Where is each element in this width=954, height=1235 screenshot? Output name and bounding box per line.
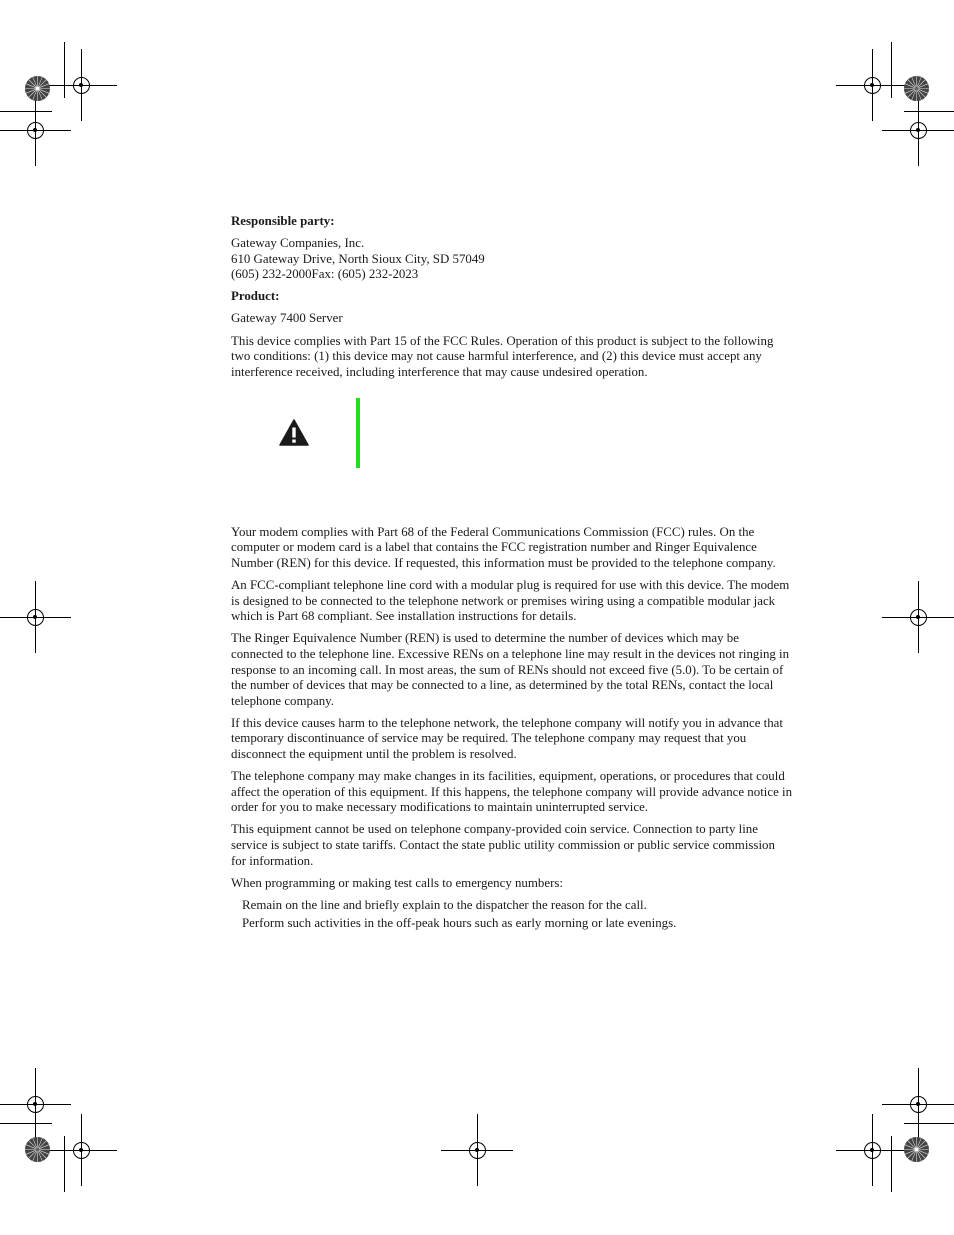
sunburst-mark-icon	[24, 75, 51, 102]
crop-mark	[64, 42, 65, 98]
crop-mark	[0, 1123, 52, 1124]
address-line: Gateway Companies, Inc.	[231, 236, 365, 251]
sunburst-mark-icon	[903, 1136, 930, 1163]
sunburst-mark-icon	[903, 75, 930, 102]
crop-mark	[904, 111, 954, 112]
warning-triangle-icon	[279, 419, 309, 446]
responsible-party-label: Responsible party:	[231, 214, 335, 228]
crop-mark	[904, 1123, 954, 1124]
address-line: 610 Gateway Drive, North Sioux City, SD 57049	[231, 251, 485, 266]
list-item: Remain on the line and briefly explain to the dispatcher the reason for the call.	[242, 897, 647, 912]
fcc-part15-paragraph: This device complies with Part 15 of the FCC Rules. Operation of this product is subject to the following two conditions: (1) this device may not cause harmful interference, and (2) this device must accept any interference received, including interference that may cause undesired operation.	[231, 333, 774, 379]
body-paragraph: The telephone company may make changes in its facilities, equipment, operations, or procedures that could affect the operation of this equipment. If this happens, the telephone company will provide advance notice in order for you to make necessary modifications to maintain uninterrupted service.	[231, 769, 793, 815]
company-address	[231, 236, 793, 283]
crop-mark	[891, 42, 892, 98]
crop-mark	[891, 1136, 892, 1192]
address-line: (605) 232-2000Fax: (605) 232-2023	[231, 267, 419, 282]
product-label: Product:	[231, 289, 280, 304]
body-paragraph: This equipment cannot be used on telephone company-provided coin service. Connection to party line service is subject to state tariffs. Contact the state public utility commission or public service commission for information.	[231, 822, 775, 868]
warning-change-bar	[356, 398, 360, 468]
body-paragraph: When programming or making test calls to emergency numbers:	[231, 875, 563, 890]
body-paragraph: An FCC-compliant telephone line cord with a modular plug is required for use with this device. The modem is designed to be connected to the telephone network or premises wiring using a compatible modular jack which is Part 68 compliant. See installation instructions for details.	[231, 578, 790, 624]
crop-mark	[64, 1136, 65, 1192]
body-paragraph: If this device causes harm to the telephone network, the telephone company will notify you in advance that temporary discontinuance of service may be required. The telephone company may request that you disconnect the equipment until the problem is resolved.	[231, 715, 783, 762]
body-paragraph: Your modem complies with Part 68 of the Federal Communications Commission (FCC) rules. On the computer or modem card is a label that contains the FCC registration number and Ringer Equivalence Number (REN) for this device. If requested, this information must be provided to the telephone company.	[231, 524, 776, 571]
warning-block	[231, 387, 793, 525]
sunburst-mark-icon	[24, 1136, 51, 1163]
list-item: Perform such activities in the off-peak hours such as early morning or late evenings.	[242, 915, 677, 930]
emergency-call-list	[231, 898, 793, 932]
document-body	[231, 214, 793, 934]
product-name: Gateway 7400 Server	[231, 311, 343, 326]
crop-mark	[0, 111, 52, 112]
body-paragraph: The Ringer Equivalence Number (REN) is used to determine the number of devices which may be connected to the telephone line. Excessive RENs on a telephone line may result in the devices not ringing in response to an incoming call. In most areas, the sum of RENs should not exceed five (5.0). To be certain of the number of devices that may be connected to a line, as determined by the total RENs, contact the local telephone company.	[231, 631, 790, 708]
